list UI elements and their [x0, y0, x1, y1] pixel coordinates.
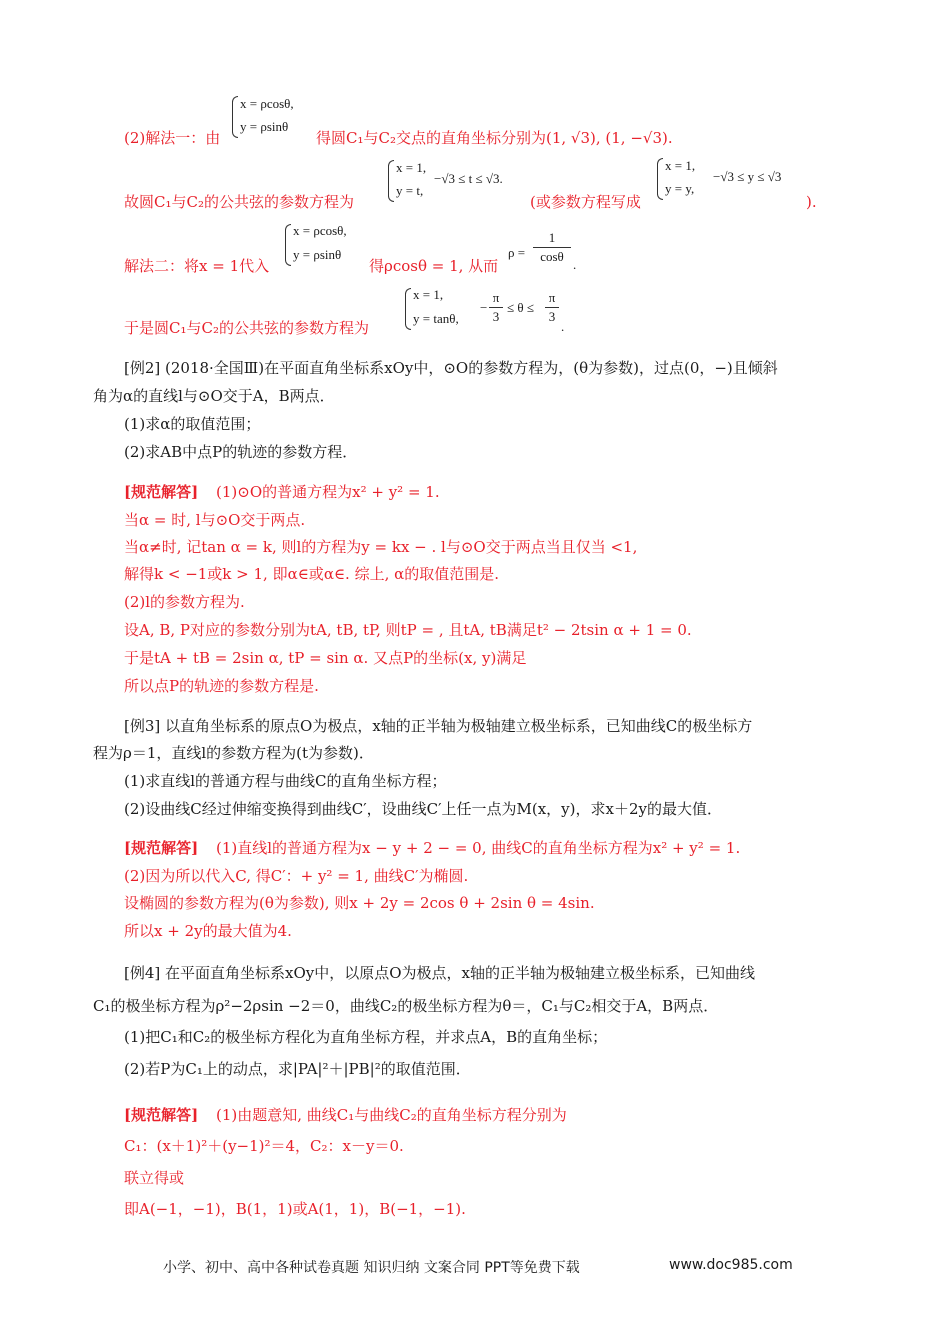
ex2-answer-8: 所以点P的轨迹的参数方程是.: [124, 677, 319, 695]
pi-over-3-left: [489, 290, 503, 325]
ex2-question-line1: [例2] (2018·全国Ⅲ)在平面直角坐标系xOy中，⊙O的参数方程为，(θ为参数)，过点(0，−)且倾斜: [124, 359, 778, 377]
sys3-line2: y = y,: [665, 181, 695, 196]
ex2-answer-7: 于是tA + tB = 2sin α, tP = sin α. 又点P的坐标(x, y)满足: [124, 649, 527, 667]
footer-url[interactable]: www.doc985.com: [669, 1257, 793, 1273]
sys2-range: −√3 ≤ t ≤ √3.: [434, 171, 503, 186]
footer-text: 小学、初中、高中各种试卷真题 知识归纳 文案合同 PPT等免费下载: [163, 1260, 580, 1276]
sys2-line2: y = t,: [396, 183, 424, 198]
ex2-answer-5: (2)l的参数方程为.: [124, 593, 245, 611]
ex2-answer-3: 当α≠时, 记tan α = k, 则l的方程为y = kx − . l与⊙O交于两点当且仅当 <1,: [124, 538, 638, 556]
ex2-answer-2: 当α = 时, l与⊙O交于两点.: [124, 511, 306, 529]
sys4-line1: x = ρcosθ,: [293, 223, 347, 238]
ex3-answer-1: (1)直线l的普通方程为x − y + 2 − = 0, 曲线C的直角坐标方程为x² + y² = 1.: [216, 839, 741, 857]
ex3-answer-2: (2)因为所以代入C, 得C′：+ y² = 1, 曲线C′为椭圆.: [124, 867, 469, 885]
ex4-answer-3: 联立得或: [124, 1169, 185, 1187]
ex2-answer-1: (1)⊙O的普通方程为x² + y² = 1.: [216, 483, 440, 501]
sys1-line2: y = ρsinθ: [240, 119, 289, 134]
fraction-bar: [545, 307, 559, 308]
pi-num: π: [548, 290, 556, 305]
ex3-answer-label: [规范解答]: [124, 839, 199, 857]
sys5-end: .: [561, 319, 565, 334]
ex4-question-1: (1)把C₁和C₂的极坐标方程化为直角坐标方程，并求点A，B的直角坐标；: [124, 1028, 608, 1046]
sol1-chord-alt-end: ).: [806, 193, 817, 211]
sys2-line1: x = 1,: [396, 160, 427, 175]
rho-fraction: [533, 230, 571, 265]
sys5-minus: −: [480, 300, 488, 315]
ex2-question-2: (2)求AB中点P的轨迹的参数方程．: [124, 443, 358, 461]
ex4-question-2: (2)若P为C₁上的动点，求|PA|²＋|PB|²的取值范围．: [124, 1060, 471, 1078]
ex4-answer-label: [规范解答]: [124, 1106, 199, 1124]
ex3-question-line1: [例3] 以直角坐标系的原点O为极点，x轴的正半轴为极轴建立极坐标系，已知曲线C的极坐标方: [124, 717, 753, 735]
sys3-line1: x = 1,: [665, 158, 696, 173]
sol1-method2-mid: 得ρcosθ = 1, 从而: [369, 257, 499, 275]
ex2-question-line2: 角为α的直线l与⊙O交于A，B两点．: [93, 387, 335, 405]
sys5-line2: y = tanθ,: [413, 311, 459, 326]
rho-lhs: ρ =: [508, 245, 526, 260]
ex2-answer-6: 设A, B, P对应的参数分别为tA, tB, tP, 则tP = , 且tA, tB满足t² − 2tsin α + 1 = 0.: [124, 621, 692, 639]
pi-num: π: [492, 290, 500, 305]
sys5-brace: [405, 288, 411, 330]
sys3-range: −√3 ≤ y ≤ √3: [713, 169, 782, 184]
ex4-answer-1: (1)由题意知, 曲线C₁与曲线C₂的直角坐标方程分别为: [216, 1106, 567, 1124]
sys4-line2: y = ρsinθ: [293, 247, 342, 262]
fraction-bar: [533, 247, 571, 248]
ex3-question-2: (2)设曲线C经过伸缩变换得到曲线C′，设曲线C′上任一点为M(x，y)，求x＋2y的最大值．: [124, 800, 722, 818]
fraction-bar: [489, 307, 503, 308]
ex2-question-1: (1)求α的取值范围；: [124, 415, 261, 433]
sys1-line1: x = ρcosθ,: [240, 96, 294, 111]
three-den: 3: [492, 309, 500, 324]
ex4-question-line2: C₁的极坐标方程为ρ²−2ρsin −2＝0，曲线C₂的极坐标方程为θ＝，C₁与C₂相交于A，B两点．: [93, 997, 719, 1015]
ex3-answer-4: 所以x + 2y的最大值为4.: [124, 922, 292, 940]
sol1-chord-prefix: 故圆C₁与C₂的公共弦的参数方程为: [124, 193, 354, 211]
three-den: 3: [548, 309, 556, 324]
sys4-brace: [285, 224, 291, 266]
ex4-question-line1: [例4] 在平面直角坐标系xOy中，以原点O为极点，x轴的正半轴为极轴建立极坐标系，已知曲线: [124, 964, 756, 982]
ex4-answer-4: 即A(−1，−1)，B(1，1)或A(1，1)，B(−1，−1).: [124, 1200, 466, 1218]
sol1-chord-alt: (或参数方程写成: [530, 193, 641, 211]
ex3-question-line2: 程为ρ＝1，直线l的参数方程为(t为参数)．: [93, 744, 374, 762]
sys3-brace: [657, 158, 663, 200]
ex2-answer-label: [规范解答]: [124, 483, 199, 501]
sol1-method1-prefix: (2)解法一：由: [124, 129, 221, 147]
ex4-answer-2: C₁：(x＋1)²＋(y−1)²＝4，C₂：x－y＝0.: [124, 1137, 404, 1155]
ex3-question-1: (1)求直线l的普通方程与曲线C的直角坐标方程；: [124, 772, 447, 790]
pi-over-3-right: [545, 290, 559, 325]
rho-end: .: [573, 257, 577, 272]
sol1-method1-suffix: 得圆C₁与C₂交点的直角坐标分别为(1, √3), (1, −√3).: [316, 129, 673, 147]
sys5-line1: x = 1,: [413, 287, 444, 302]
sys5-le: ≤ θ ≤: [507, 300, 534, 315]
ex2-answer-4: 解得k < −1或k > 1, 即α∈或α∈. 综上, α的取值范围是.: [124, 565, 500, 583]
rho-numerator: 1: [548, 230, 556, 245]
ex3-answer-3: 设椭圆的参数方程为(θ为参数), 则x + 2y = 2cos θ + 2sin θ = 4sin.: [124, 894, 595, 912]
sol1-final-prefix: 于是圆C₁与C₂的公共弦的参数方程为: [124, 319, 369, 337]
sys1-brace: [232, 96, 238, 138]
sys2-brace: [388, 160, 394, 202]
sol1-method2-prefix: 解法二：将x = 1代入: [124, 257, 270, 275]
rho-denominator: cosθ: [540, 249, 564, 264]
